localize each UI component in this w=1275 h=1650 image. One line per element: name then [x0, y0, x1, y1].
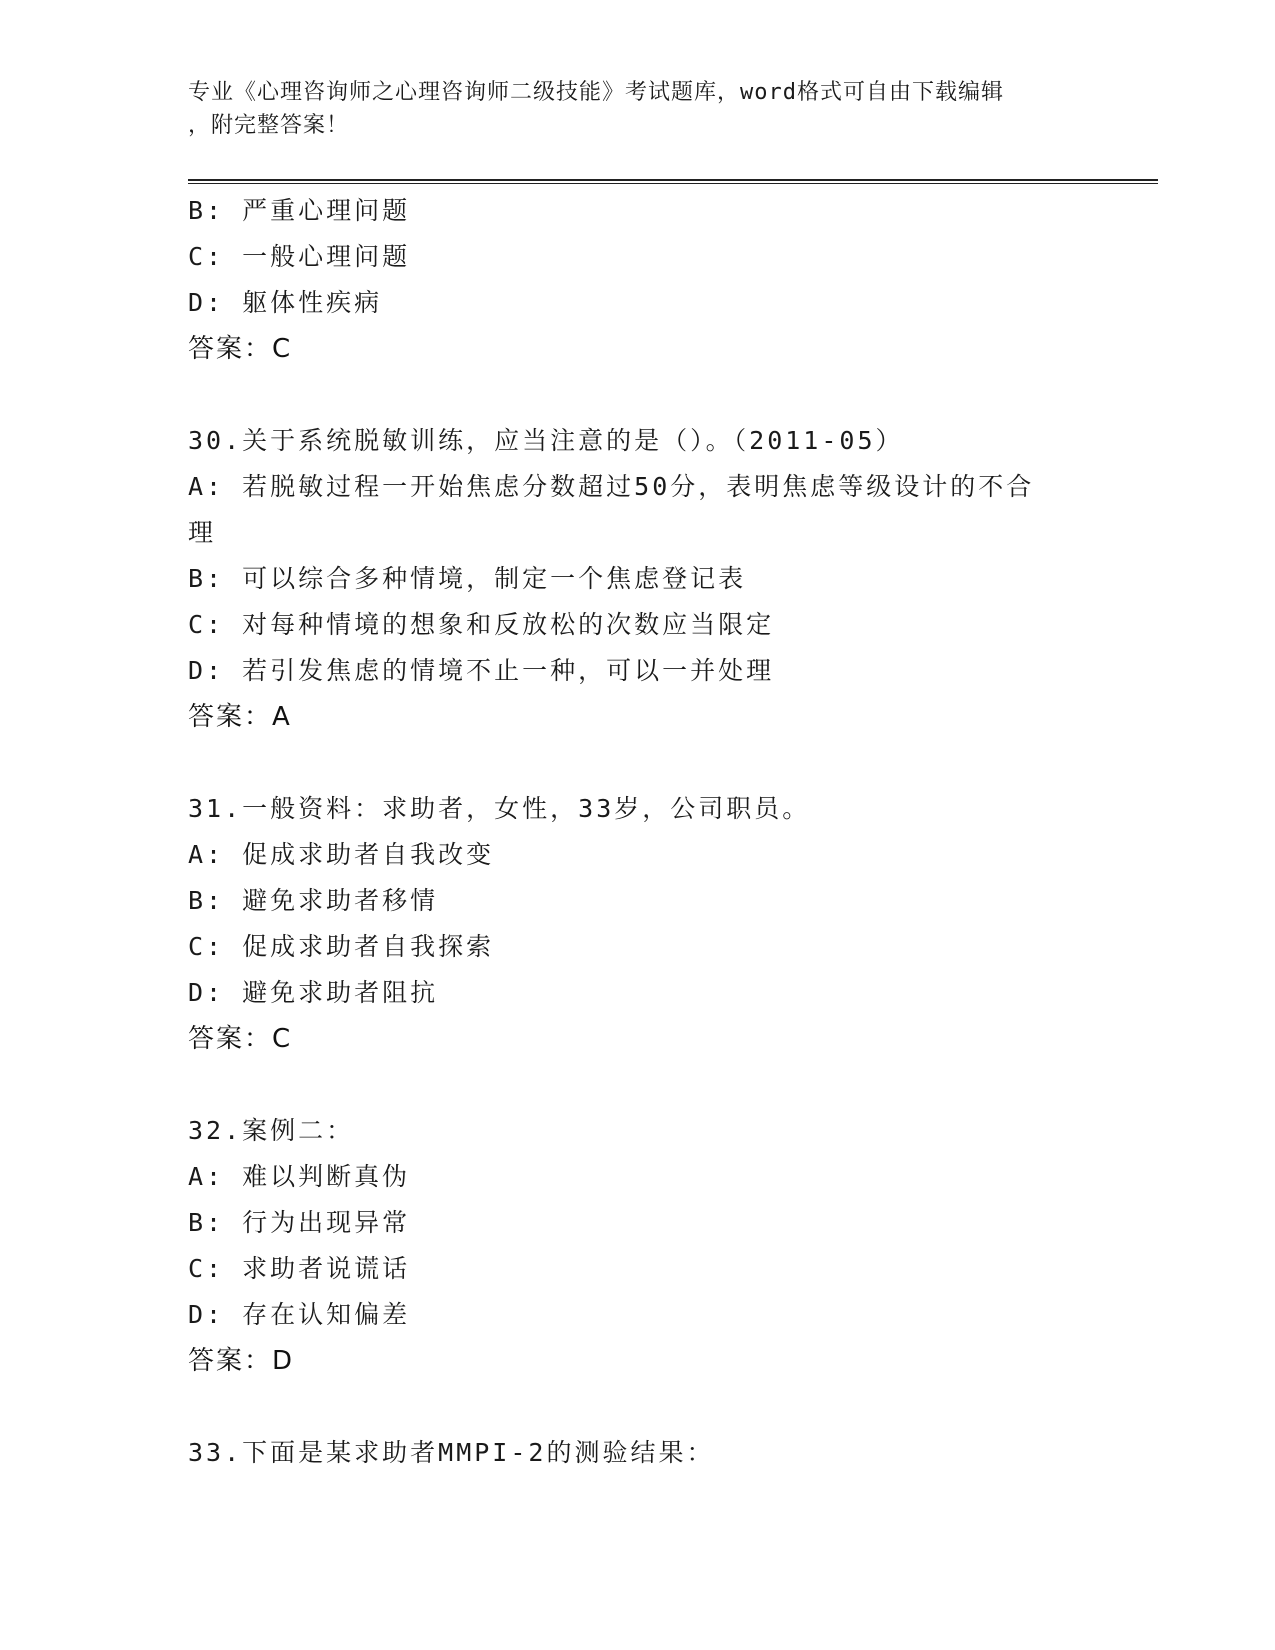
answer-line: 答案：D: [188, 1346, 295, 1376]
question-spacer: [188, 372, 1088, 418]
answer-line: 答案：C: [188, 334, 293, 364]
header-divider: [188, 179, 1158, 184]
question-stem: 32.案例二：: [188, 1116, 355, 1145]
question-stem: 33.下面是某求助者MMPI-2的测验结果：: [188, 1438, 715, 1467]
option-c: C: 促成求助者自我探索: [188, 932, 495, 961]
question-spacer: [188, 1384, 1088, 1430]
option-a: A: 难以判断真伪: [188, 1162, 411, 1191]
option-b: B: 可以综合多种情境，制定一个焦虑登记表: [188, 564, 747, 593]
option-d: D: 若引发焦虑的情境不止一种，可以一并处理: [188, 656, 775, 685]
option-c: C: 求助者说谎话: [188, 1254, 411, 1283]
answer-line: 答案：C: [188, 1024, 293, 1054]
question-stem: 31.一般资料：求助者，女性，33岁，公司职员。: [188, 794, 811, 823]
answer-line: 答案：A: [188, 702, 292, 732]
question-32: [188, 1108, 1088, 1384]
question-spacer: [188, 1062, 1088, 1108]
question-29: [188, 188, 1088, 372]
option-c: C: 对每种情境的想象和反放松的次数应当限定: [188, 610, 775, 639]
option-b: B: 避免求助者移情: [188, 886, 439, 915]
option-b: B: 严重心理问题: [188, 196, 411, 225]
option-d: D: 存在认知偏差: [188, 1300, 411, 1329]
header-title-line1: 专业《心理咨询师之心理咨询师二级技能》考试题库，word格式可自由下载编辑: [188, 80, 1004, 105]
document-header: [188, 76, 1068, 142]
option-d: D: 避免求助者阻抗: [188, 978, 439, 1007]
question-list: [188, 188, 1088, 1476]
option-b: B: 行为出现异常: [188, 1208, 411, 1237]
question-stem: 30.关于系统脱敏训练，应当注意的是（）。（2011-05）: [188, 426, 904, 455]
question-30: [188, 418, 1088, 740]
option-a: A: 促成求助者自我改变: [188, 840, 495, 869]
option-a-continued: 理: [188, 518, 217, 547]
header-title-line2: ，附完整答案！: [188, 113, 350, 138]
question-31: [188, 786, 1088, 1062]
option-a: A: 若脱敏过程一开始焦虑分数超过50分，表明焦虑等级设计的不合: [188, 472, 1035, 501]
option-c: C: 一般心理问题: [188, 242, 411, 271]
question-spacer: [188, 740, 1088, 786]
question-33: [188, 1430, 1088, 1476]
option-d: D: 躯体性疾病: [188, 288, 383, 317]
